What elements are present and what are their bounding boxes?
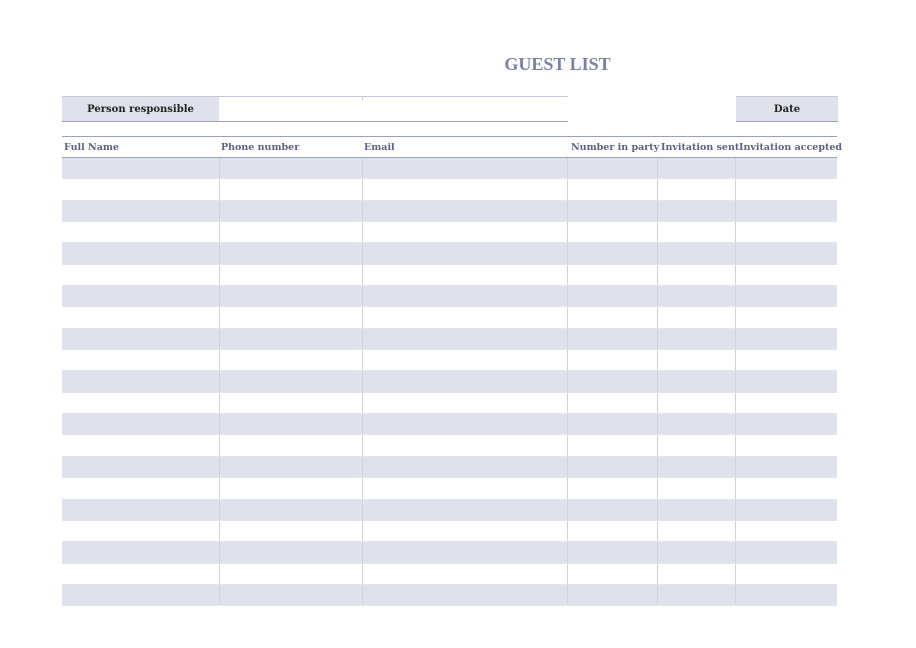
table-row xyxy=(62,307,837,328)
table-cell[interactable] xyxy=(567,500,658,520)
table-cell[interactable] xyxy=(362,435,568,455)
table-cell[interactable] xyxy=(219,564,363,584)
table-cell[interactable] xyxy=(62,329,219,349)
table-cell[interactable] xyxy=(657,542,736,562)
table-cell[interactable] xyxy=(567,307,658,327)
table-cell[interactable] xyxy=(62,265,219,285)
table-cell[interactable] xyxy=(567,243,658,263)
table-cell[interactable] xyxy=(362,393,568,413)
table-cell[interactable] xyxy=(657,371,736,391)
table-row xyxy=(62,414,837,435)
table-cell[interactable] xyxy=(62,500,219,520)
table-cell[interactable] xyxy=(62,158,219,178)
table-row xyxy=(62,393,837,414)
table-cell[interactable] xyxy=(62,435,219,455)
table-cell[interactable] xyxy=(219,414,363,434)
table-cell[interactable] xyxy=(62,585,219,605)
table-cell[interactable] xyxy=(657,500,736,520)
table-cell[interactable] xyxy=(735,350,838,370)
table-body xyxy=(62,158,837,606)
table-cell[interactable] xyxy=(735,521,838,541)
table-cell[interactable] xyxy=(219,222,363,242)
table-row xyxy=(62,521,837,542)
column-header-full-name: Full Name xyxy=(64,142,119,153)
table-cell[interactable] xyxy=(62,371,219,391)
table-cell[interactable] xyxy=(735,243,838,263)
table-cell[interactable] xyxy=(567,201,658,221)
table-cell[interactable] xyxy=(567,371,658,391)
table-cell[interactable] xyxy=(362,158,568,178)
table-cell[interactable] xyxy=(219,393,363,413)
table-cell[interactable] xyxy=(735,201,838,221)
table-cell[interactable] xyxy=(62,564,219,584)
table-cell[interactable] xyxy=(567,542,658,562)
table-row xyxy=(62,457,837,478)
table-cell[interactable] xyxy=(657,414,736,434)
table-row xyxy=(62,435,837,456)
table-cell[interactable] xyxy=(62,521,219,541)
table-cell[interactable] xyxy=(735,457,838,477)
table-cell[interactable] xyxy=(62,201,219,221)
table-cell[interactable] xyxy=(62,286,219,306)
table-cell[interactable] xyxy=(735,585,838,605)
table-cell[interactable] xyxy=(567,435,658,455)
table-cell[interactable] xyxy=(657,201,736,221)
table-cell[interactable] xyxy=(735,371,838,391)
table-cell[interactable] xyxy=(362,521,568,541)
date-label: Date xyxy=(736,96,838,122)
table-cell[interactable] xyxy=(735,414,838,434)
table-cell[interactable] xyxy=(567,350,658,370)
table-cell[interactable] xyxy=(657,564,736,584)
table-cell[interactable] xyxy=(657,457,736,477)
table-cell[interactable] xyxy=(735,393,838,413)
table-cell[interactable] xyxy=(219,265,363,285)
table-row xyxy=(62,542,837,563)
table-cell[interactable] xyxy=(219,307,363,327)
table-cell[interactable] xyxy=(735,179,838,199)
column-header-phone: Phone number xyxy=(221,142,300,153)
table-cell[interactable] xyxy=(219,500,363,520)
table-cell[interactable] xyxy=(567,585,658,605)
table-cell[interactable] xyxy=(657,435,736,455)
column-header-invitation-sent: Invitation sent xyxy=(661,142,740,153)
table-cell[interactable] xyxy=(362,286,568,306)
table-cell[interactable] xyxy=(362,564,568,584)
table-cell[interactable] xyxy=(567,222,658,242)
table-cell[interactable] xyxy=(219,478,363,498)
column-header-invitation-accepted: Invitation accepted xyxy=(739,142,843,153)
table-cell[interactable] xyxy=(362,243,568,263)
table-cell[interactable] xyxy=(362,585,568,605)
table-cell[interactable] xyxy=(362,542,568,562)
table-cell[interactable] xyxy=(735,564,838,584)
table-row xyxy=(62,478,837,499)
table-cell[interactable] xyxy=(62,478,219,498)
table-cell[interactable] xyxy=(219,286,363,306)
person-responsible-label: Person responsible xyxy=(62,96,219,122)
table-cell[interactable] xyxy=(657,286,736,306)
table-cell[interactable] xyxy=(219,521,363,541)
table-cell[interactable] xyxy=(219,435,363,455)
table-cell[interactable] xyxy=(219,457,363,477)
table-cell[interactable] xyxy=(362,350,568,370)
table-cell[interactable] xyxy=(657,329,736,349)
table-cell[interactable] xyxy=(735,307,838,327)
table-cell[interactable] xyxy=(567,478,658,498)
table-cell[interactable] xyxy=(657,265,736,285)
table-cell[interactable] xyxy=(567,265,658,285)
table-cell[interactable] xyxy=(657,222,736,242)
table-row xyxy=(62,286,837,307)
table-cell[interactable] xyxy=(657,307,736,327)
table-cell[interactable] xyxy=(362,265,568,285)
table-cell[interactable] xyxy=(62,179,219,199)
table-cell[interactable] xyxy=(362,457,568,477)
table-cell[interactable] xyxy=(362,222,568,242)
table-cell[interactable] xyxy=(657,478,736,498)
table-cell[interactable] xyxy=(362,500,568,520)
table-cell[interactable] xyxy=(735,500,838,520)
table-row xyxy=(62,222,837,243)
table-row xyxy=(62,371,837,392)
table-cell[interactable] xyxy=(735,435,838,455)
table-cell[interactable] xyxy=(62,542,219,562)
table-cell[interactable] xyxy=(62,243,219,263)
table-cell[interactable] xyxy=(362,329,568,349)
table-cell[interactable] xyxy=(567,521,658,541)
table-cell[interactable] xyxy=(219,542,363,562)
table-cell[interactable] xyxy=(219,371,363,391)
page-title: GUEST LIST xyxy=(504,54,611,74)
table-cell[interactable] xyxy=(362,307,568,327)
table-cell[interactable] xyxy=(735,542,838,562)
table-cell[interactable] xyxy=(362,201,568,221)
table-cell[interactable] xyxy=(219,329,363,349)
table-row xyxy=(62,243,837,264)
table-row xyxy=(62,201,837,222)
table-cell[interactable] xyxy=(567,158,658,178)
table-cell[interactable] xyxy=(567,329,658,349)
table-cell[interactable] xyxy=(219,179,363,199)
table-cell[interactable] xyxy=(219,158,363,178)
table-cell[interactable] xyxy=(657,179,736,199)
table-row xyxy=(62,158,837,179)
table-cell[interactable] xyxy=(735,222,838,242)
table-row xyxy=(62,350,837,371)
table-cell[interactable] xyxy=(567,414,658,434)
table-cell[interactable] xyxy=(62,457,219,477)
table-cell[interactable] xyxy=(219,201,363,221)
table-cell[interactable] xyxy=(62,350,219,370)
table-cell[interactable] xyxy=(657,393,736,413)
table-row xyxy=(62,329,837,350)
person-responsible-field[interactable] xyxy=(219,96,568,122)
table-cell[interactable] xyxy=(657,350,736,370)
table-cell[interactable] xyxy=(735,329,838,349)
table-row xyxy=(62,265,837,286)
field-divider xyxy=(362,96,363,100)
table-cell[interactable] xyxy=(567,179,658,199)
table-cell[interactable] xyxy=(62,393,219,413)
table-cell[interactable] xyxy=(735,158,838,178)
table-cell[interactable] xyxy=(362,478,568,498)
table-cell[interactable] xyxy=(657,158,736,178)
table-cell[interactable] xyxy=(735,286,838,306)
table-cell[interactable] xyxy=(735,265,838,285)
table-cell[interactable] xyxy=(362,414,568,434)
table-cell[interactable] xyxy=(62,222,219,242)
table-cell[interactable] xyxy=(219,243,363,263)
table-cell[interactable] xyxy=(362,371,568,391)
table-cell[interactable] xyxy=(657,521,736,541)
table-cell[interactable] xyxy=(657,585,736,605)
table-row xyxy=(62,500,837,521)
table-row xyxy=(62,179,837,200)
table-cell[interactable] xyxy=(362,179,568,199)
table-cell[interactable] xyxy=(567,393,658,413)
table-cell[interactable] xyxy=(567,564,658,584)
table-cell[interactable] xyxy=(735,478,838,498)
column-header-number-in-party: Number in party xyxy=(571,142,660,153)
guest-table xyxy=(62,136,843,606)
table-row xyxy=(62,564,837,585)
table-cell[interactable] xyxy=(219,585,363,605)
table-cell[interactable] xyxy=(567,457,658,477)
table-header xyxy=(62,136,843,158)
column-header-email: Email xyxy=(364,142,395,153)
table-cell[interactable] xyxy=(657,243,736,263)
table-cell[interactable] xyxy=(219,350,363,370)
table-row xyxy=(62,585,837,606)
table-cell[interactable] xyxy=(62,414,219,434)
table-cell[interactable] xyxy=(567,286,658,306)
table-cell[interactable] xyxy=(62,307,219,327)
